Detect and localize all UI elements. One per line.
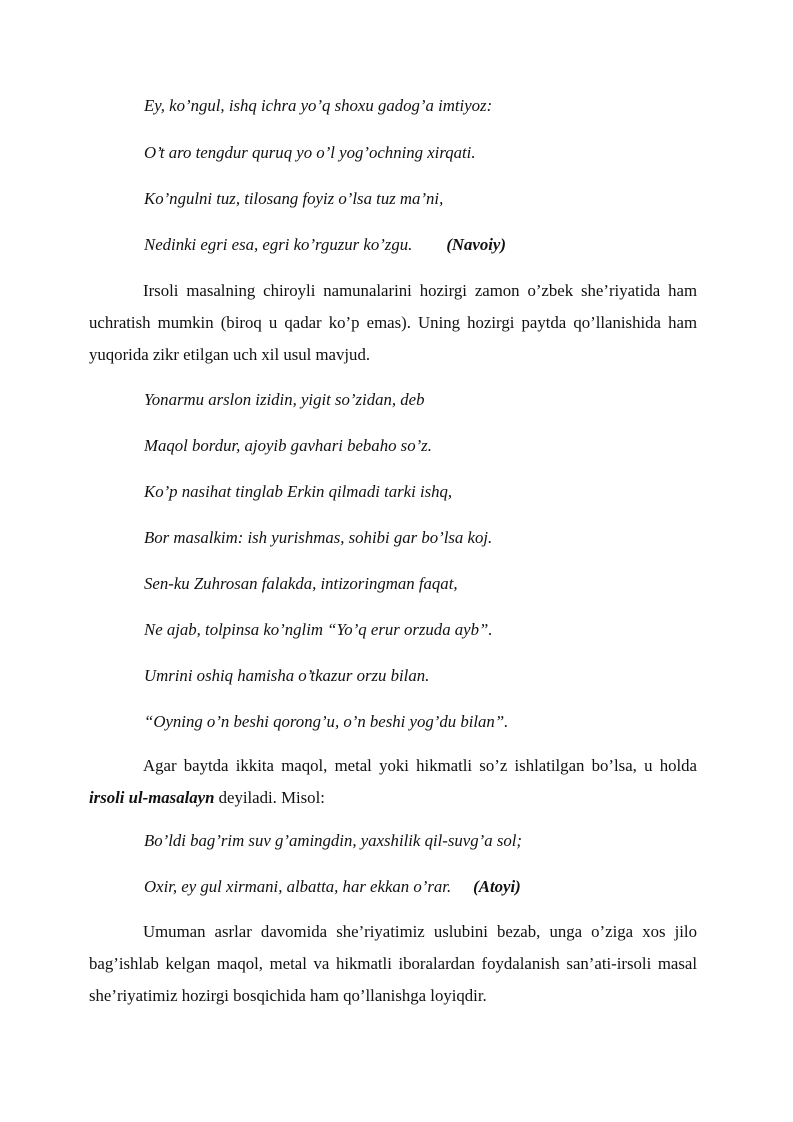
author-attribution: (Atoyi) [473,877,521,896]
verse-line: Umrini oshiq hamisha o’tkazur orzu bilan. [144,666,430,685]
paragraph-text: Agar baytda ikkita maqol, metal yoki hikmatli so’z ishlatilgan bo’lsa, u holda [143,756,697,775]
verse-line: Ey, ko’ngul, ishq ichra yo’q shoxu gadog’a imtiyoz: [144,96,493,115]
body-paragraph: Umuman asrlar davomida she’riyatimiz uslubini bezab, unga o’ziga xos jilo bag’ishlab kelgan maqol, metal va hikmatli iboralardan foydalanish san’ati-irsoli masal she’riyatimiz hozirgi bosqichida ham qo’llanishga loyiqdir. [89,922,697,1005]
verse-line: Ko’p nasihat tinglab Erkin qilmadi tarki ishq, [144,482,453,501]
verse-line: Yonarmu arslon izidin, yigit so’zidan, deb [144,390,425,409]
verse-line: Sen-ku Zuhrosan falakda, intizoringman faqat, [144,574,458,593]
body-paragraph [89,750,697,814]
verse-line: “Oyning o’n beshi qorong’u, o’n beshi yog’du bilan”. [144,712,509,731]
term-highlight: irsoli ul-masalayn [89,788,215,807]
verse-line: O’t aro tengdur quruq yo o’l yog’ochning xirqati. [144,143,476,162]
verse-line: Ko’ngulni tuz, tilosang foyiz o’lsa tuz ma’ni, [144,189,444,208]
paragraph-text: deyiladi. Misol: [214,788,325,807]
verse-line-with-author [144,877,521,897]
verse-line-with-author [144,235,506,255]
verse-line: Bor masalkim: ish yurishmas, sohibi gar bo’lsa koj. [144,528,493,547]
body-paragraph: Irsoli masalning chiroyli namunalarini hozirgi zamon o’zbek she’riyatida ham uchratish mumkin (biroq u qadar ko’p emas). Uning hozirgi paytda qo’llanishida ham yuqorida zikr etilgan uch xil usul mavjud. [89,281,697,364]
verse-line: Oxir, ey gul xirmani, albatta, har ekkan o’rar. [144,877,452,896]
verse-line: Nedinki egri esa, egri ko’rguzur ko’zgu. [144,235,413,254]
verse-line: Maqol bordur, ajoyib gavhari bebaho so’z. [144,436,432,455]
verse-line: Ne ajab, tolpinsa ko’nglim “Yo’q erur orzuda ayb”. [144,620,493,639]
verse-line: Bo’ldi bag’rim suv g’amingdin, yaxshilik qil-suvg’a sol; [144,831,522,850]
author-attribution: (Navoiy) [446,235,506,254]
